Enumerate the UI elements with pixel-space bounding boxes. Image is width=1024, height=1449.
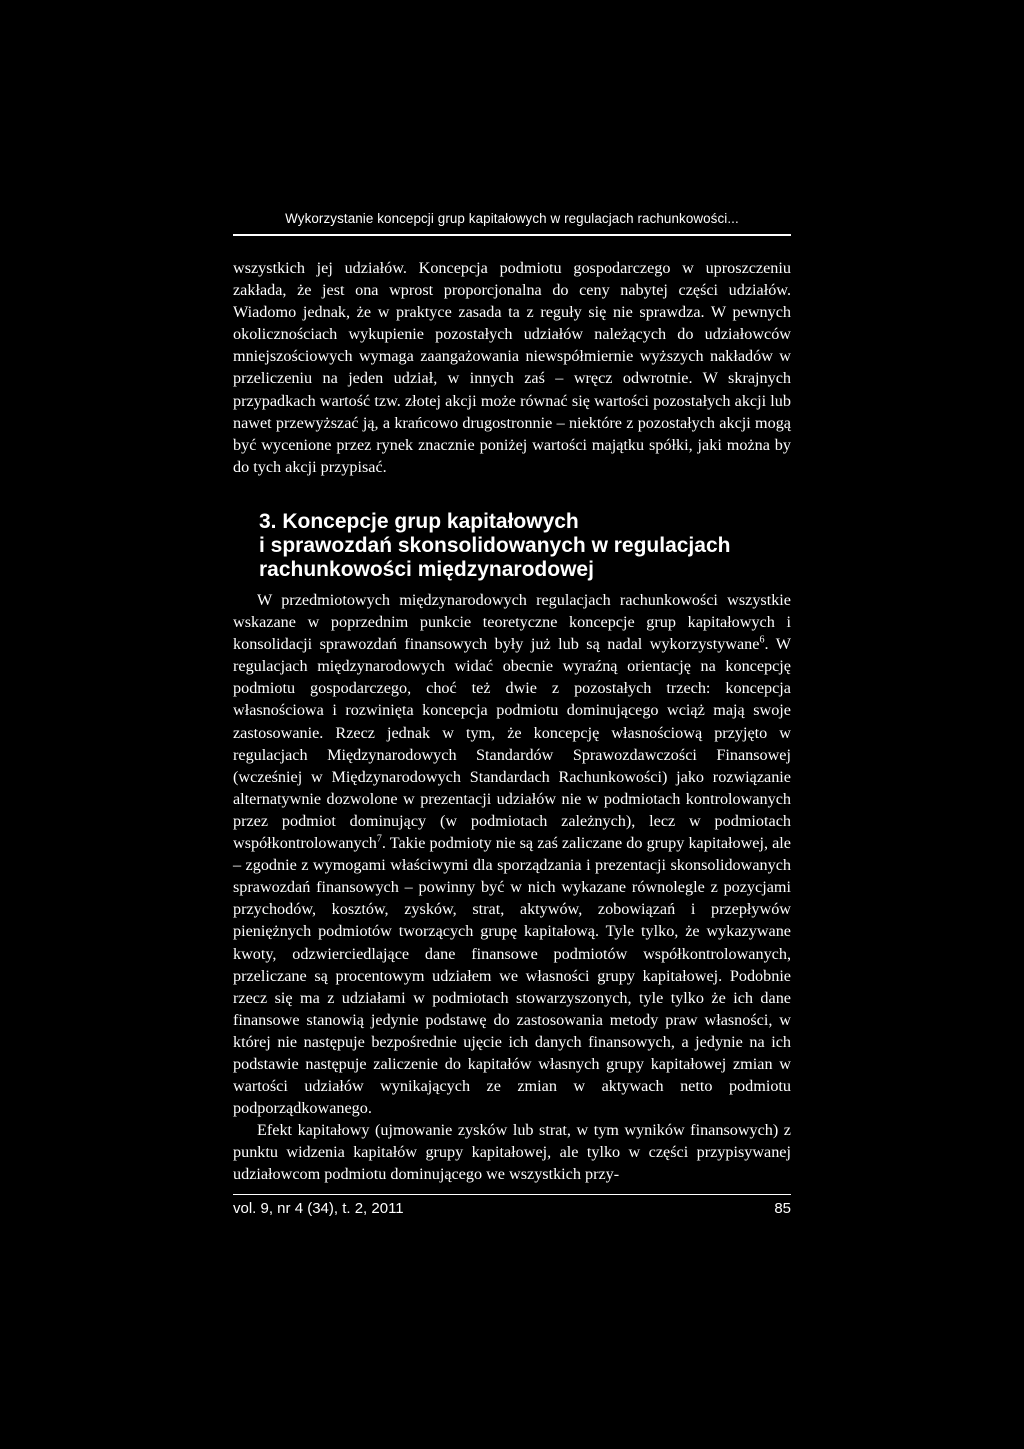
paragraph-text-part-3: . Takie podmioty nie są zaś zaliczane do grupy kapitałowej, ale – zgodnie z wymogami właściwymi dla sporządzania i prezentacji skonsolidowanych sprawozdań finansowych – powinny być w nich wykazane równolegle z pozycjami przychodów, kosztów, zysków, strat, aktywów, zobowiązań i przepływów pieniężnych podmiotów tworzących grupę kapitałową. Tyle tylko, że wykazywane kwoty, odzwierciedlające dane finansowe podmiotów współkontrolowanych, przeliczane są procentowym udziałem we własności grupy kapitałowej. Podobnie rzecz się ma z udziałami w podmiotach stowarzyszonych, tyle tylko że ich dane finansowe stanowią jedynie podstawę do zastosowania metody praw własności, w której nie następuje bezpośrednie ujęcie ich danych finansowych, a jedynie na ich podstawie następuje zaliczenie do kapitałów własnych grupy kapitałowej zmian w wartości udziałów wynikających ze zmian w aktywach netto podmiotu podporządkowanego. xyxy=(233,834,791,1118)
body-text-section xyxy=(233,589,791,1186)
footnote-ref-7: 7 xyxy=(376,833,382,845)
header-rule xyxy=(233,234,791,236)
paragraph-continuation: wszystkich jej udziałów. Koncepcja podmiotu gospodarczego w uproszczeniu zakłada, że jest ona wprost proporcjonalna do ceny nabytej części udziałów. Wiadomo jednak, że w praktyce zasada ta z reguły się nie sprawdza. W pewnych okolicznościach wykupienie pozostałych udziałów należących do udziałowców mniejszościowych wymaga zaangażowania niewspółmiernie wyższych nakładów w przeliczeniu na jeden udział, w innych zaś – wręcz odwrotnie. W skrajnych przypadkach wartość tzw. złotej akcji może równać się wartości pozostałych akcji lub nawet przewyższać ją, a krańcowo drugostronnie – niektóre z pozostałych akcji mogą być wycenione przez rynek znacznie poniżej wartości majątku spółki, jaki można by do tych akcji przypisać. xyxy=(233,259,791,476)
section-number: 3. xyxy=(259,510,277,533)
paragraph-text-part-1: W przedmiotowych międzynarodowych regulacjach rachunkowości wszystkie wskazane w poprzednim punkcie teoretyczne koncepcje grup kapitałowych i konsolidacji sprawozdań finansowych były już lub są nadal wykorzystywane xyxy=(233,591,791,654)
section-title-line-2: i sprawozdań skonsolidowanych w regulacjach xyxy=(259,534,731,558)
volume-info: vol. 9, nr 4 (34), t. 2, 2011 xyxy=(233,1200,404,1217)
page-number: 85 xyxy=(774,1200,791,1217)
page-footer xyxy=(233,1200,791,1217)
paragraph-text-part-2: . W regulacjach międzynarodowych widać obecnie wyraźną orientację na koncepcję podmiotu gospodarczego, choć też dwie z pozostałych trzech: koncepcja własnościowa i rozwinięta koncepcja podmiotu dominującego wciąż mają swoje zastosowanie. Rzecz jednak w tym, że koncepcję własnościową przyjęto w regulacjach Międzynarodowych Standardów Sprawozdawczości Finansowej (wcześniej w Międzynarodowych Standardach Rachunkowości) jako rozwiązanie alternatywnie dozwolone w prezentacji udziałów nie w podmiotach kontrolowanych przez podmiot dominujący (w podmiotach zależnych), lecz w podmiotach współkontrolowanych xyxy=(233,635,791,853)
body-text-top xyxy=(233,257,791,478)
paragraph-section-intro xyxy=(233,589,791,1119)
paragraph-capital-effect: Efekt kapitałowy (ujmowanie zysków lub strat, w tym wyników finansowych) z punktu widzenia kapitałów grupy kapitałowej, ale tylko w części przypisywanej udziałowcom podmiotu dominującego we wszystkich przy- xyxy=(233,1121,791,1184)
section-title-line-1: Koncepcje grup kapitałowych xyxy=(282,510,579,533)
footnote-ref-6: 6 xyxy=(759,634,765,646)
section-title-line-3: rachunkowości międzynarodowej xyxy=(259,558,594,582)
section-heading-line-1 xyxy=(259,510,799,534)
footer-rule xyxy=(233,1194,791,1195)
section-heading xyxy=(259,510,799,583)
running-header: Wykorzystanie koncepcji grup kapitałowych w regulacjach rachunkowości... xyxy=(285,211,739,226)
